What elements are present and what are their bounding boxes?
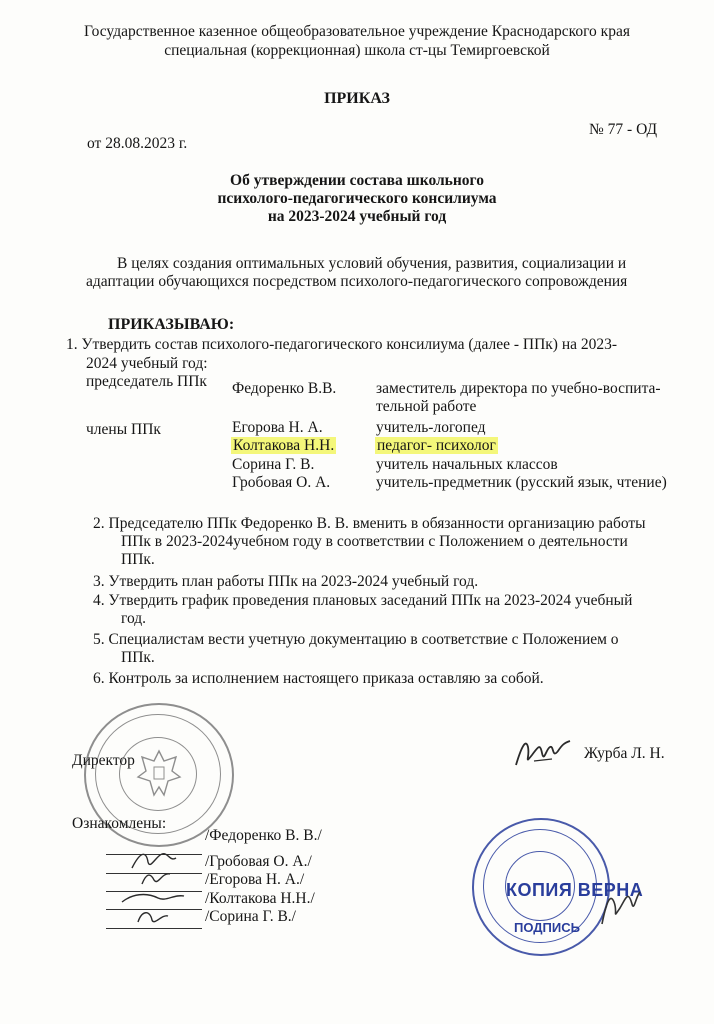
item2-line2: ППк в 2023-2024учебном году в соответствии с Положением о деятельности (121, 533, 628, 550)
member-name: Гробовая О. А. (232, 474, 331, 491)
chair-role: председатель ППк (86, 373, 207, 390)
acquainted-name: /Сорина Г. В./ (205, 908, 296, 925)
item1-line1: 1. Утвердить состав психолого-педагогического консилиума (далее - ППк) на 2023- (66, 336, 618, 353)
acquainted-label: Ознакомлены: (72, 815, 167, 832)
item5-line1: 5. Специалистам вести учетную документацию в соответствие с Положением о (93, 631, 619, 648)
member-position-highlighted: педагог- психолог (377, 437, 496, 454)
member-position: учитель начальных классов (376, 456, 558, 473)
acquainted-name: /Егорова Н. А./ (205, 871, 305, 888)
doc-date: от 28.08.2023 г. (87, 135, 188, 152)
preamble-line1: В целях создания оптимальных условий обучения, развития, социализации и (117, 255, 627, 272)
item4-line1: 4. Утвердить график проведения плановых заседаний ППк на 2023-2024 учебный (93, 592, 633, 609)
acquainted-name: /Гробовая О. А./ (205, 853, 312, 870)
item4-line2: год. (121, 610, 147, 627)
member-name: Егорова Н. А. (232, 419, 323, 436)
order-word: ПРИКАЗЫВАЮ: (108, 316, 235, 333)
copy-signature-stamp-text: ПОДПИСЬ (514, 920, 580, 935)
copy-certified-stamp-text: КОПИЯ ВЕРНА (506, 880, 644, 900)
member-name-highlighted: Колтакова Н.Н. (233, 437, 335, 454)
acquainted-name: /Колтакова Н.Н./ (205, 890, 315, 907)
preamble-line2: адаптации обучающихся посредством психолого-педагогического сопровождения (86, 273, 628, 290)
item5-line2: ППк. (121, 649, 155, 666)
item2-line1: 2. Председателю ППк Федоренко В. В. вменить в обязанности организацию работы (93, 515, 646, 532)
doc-title-line1: Об утверждении состава школьного (230, 172, 484, 189)
item6: 6. Контроль за исполнением настоящего приказа оставляю за собой. (93, 670, 544, 687)
members-role: члены ППк (86, 421, 161, 438)
chair-position-line2: тельной работе (376, 398, 477, 415)
item1-line2: 2024 учебный год: (86, 355, 208, 372)
chair-name: Федоренко В.В. (232, 380, 337, 397)
item2-line3: ППк. (121, 551, 155, 568)
acquainted-name: /Федоренко В. В./ (205, 827, 322, 844)
doc-title-line2: психолого-педагогического консилиума (217, 190, 497, 207)
director-name: Журба Л. Н. (584, 745, 665, 762)
org-name-line2: специальная (коррекционная) школа ст-цы Темиргоевской (164, 42, 550, 59)
certifier-signature (598, 884, 642, 930)
staff-signatures (112, 840, 202, 928)
item3: 3. Утвердить план работы ППк на 2023-2024 учебный год. (93, 573, 479, 590)
member-position: учитель-логопед (376, 419, 486, 436)
director-label: Директор (72, 752, 135, 769)
signature-line (106, 928, 202, 929)
org-name-line1: Государственное казенное общеобразовательное учреждение Краснодарского края (84, 23, 630, 40)
member-position: учитель-предметник (русский язык, чтение) (376, 474, 667, 491)
coat-of-arms-icon (134, 747, 184, 799)
doc-number: № 77 - ОД (589, 121, 658, 138)
director-signature (512, 735, 572, 771)
chair-position-line1: заместитель директора по учебно-воспита- (376, 380, 661, 397)
member-name: Сорина Г. В. (232, 456, 315, 473)
doc-title-line3: на 2023-2024 учебный год (267, 208, 447, 225)
doc-type: ПРИКАЗ (324, 90, 390, 107)
